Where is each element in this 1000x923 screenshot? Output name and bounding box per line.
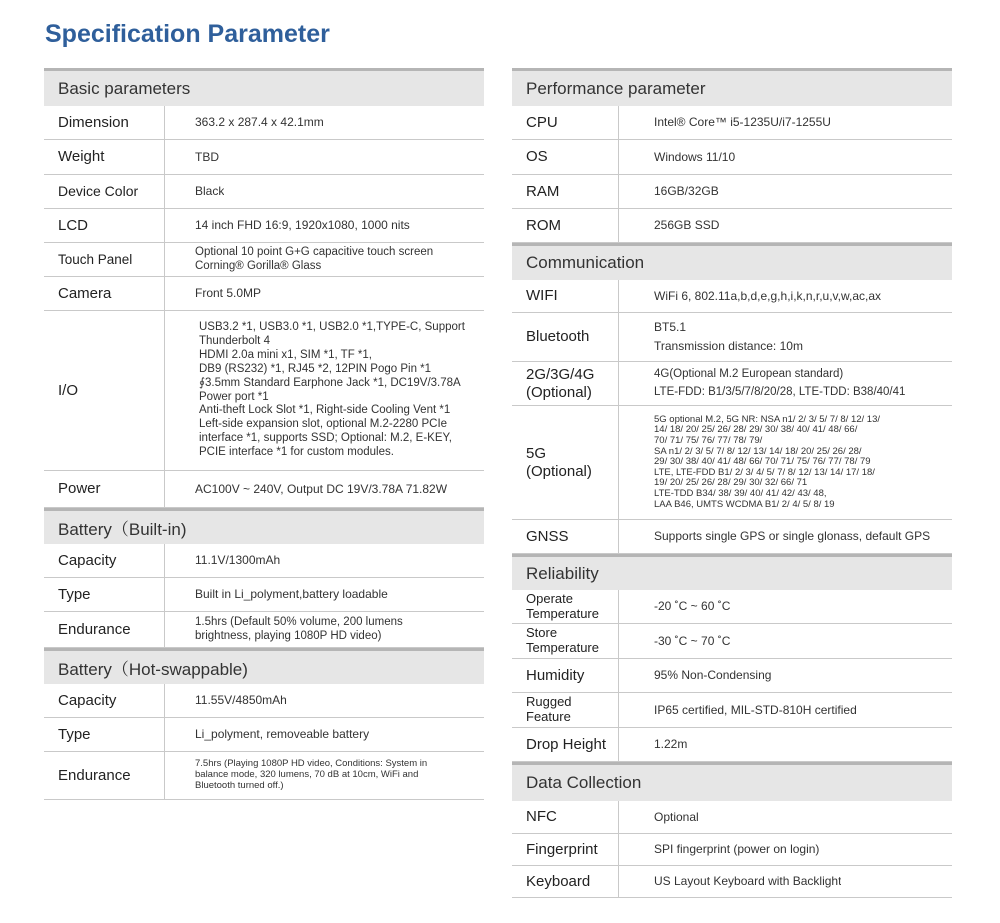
spec-value: Windows 11/10: [654, 149, 736, 164]
right-column: [512, 68, 952, 898]
section-header-data-collection: Data Collection: [512, 762, 952, 801]
value-line: brightness, playing 1080P HD video): [195, 629, 382, 642]
spec-row-camera: [44, 277, 484, 311]
section-header-communication: Communication: [512, 243, 952, 280]
spec-label: Keyboard: [512, 866, 619, 897]
spec-value: [165, 243, 433, 276]
spec-label: Capacity: [44, 544, 165, 577]
spec-row-endurance: [44, 752, 484, 800]
value-line: BT5.1: [654, 319, 687, 334]
spec-value: WiFi 6, 802.11a,b,d,e,g,h,i,k,n,r,u,v,w,ac,ax: [654, 288, 882, 303]
spec-row-capacity: [44, 684, 484, 718]
spec-row-rom: [512, 209, 952, 243]
spec-value: [165, 311, 465, 470]
spec-value: Supports single GPS or single glonass, default GPS: [654, 529, 931, 544]
spec-row-fingerprint: [512, 834, 952, 866]
value-line: DB9 (RS232) *1, RJ45 *2, 12PIN Pogo Pin *1: [199, 362, 432, 375]
value-line: Anti-theft Lock Slot *1, Right-side Cooling Vent *1: [199, 404, 451, 417]
spec-row-store-temperature: [512, 624, 952, 659]
spec-row-drop-height: [512, 728, 952, 762]
spec-label: Weight: [44, 140, 165, 174]
value-line: 29/ 30/ 38/ 40/ 41/ 48/ 66/ 70/ 71/ 75/ 76/ 77/ 78/ 79: [654, 456, 871, 468]
spec-row-weight: [44, 140, 484, 175]
spec-label: Rugged Feature: [512, 693, 619, 727]
spec-row-operate-temperature: [512, 590, 952, 624]
spec-value: [619, 362, 905, 405]
spec-value: 14 inch FHD 16:9, 1920x1080, 1000 nits: [195, 218, 410, 233]
value-line: Power port *1: [199, 390, 269, 403]
value-line: 4G(Optional M.2 European standard): [654, 367, 844, 380]
spec-value: Black: [195, 184, 225, 199]
spec-value: 256GB SSD: [654, 218, 720, 233]
spec-label: OS: [512, 140, 619, 174]
spec-row-capacity: [44, 544, 484, 578]
value-line: Transmission distance: 10m: [654, 339, 803, 353]
spec-value: IP65 certified, MIL-STD-810H certified: [654, 702, 857, 717]
spec-value: 16GB/32GB: [654, 184, 719, 199]
spec-value: -20 ˚C ~ 60 ˚C: [654, 599, 731, 614]
spec-value: 363.2 x 287.4 x 42.1mm: [195, 115, 324, 130]
spec-label: Humidity: [512, 659, 619, 692]
spec-row-bluetooth: [512, 313, 952, 362]
spec-label: Fingerprint: [512, 834, 619, 865]
spec-row-lcd: [44, 209, 484, 243]
spec-value: Li_polyment, removeable battery: [195, 727, 370, 742]
spec-label: Dimension: [44, 106, 165, 139]
spec-value: Intel® Core™ i5-1235U/i7-1255U: [654, 115, 831, 130]
spec-value: [165, 752, 427, 799]
spec-value: [619, 313, 803, 361]
spec-row-nfc: [512, 801, 952, 834]
spec-row-dimension: [44, 106, 484, 140]
spec-label: I/O: [44, 311, 165, 470]
spec-value: US Layout Keyboard with Backlight: [654, 874, 842, 889]
spec-label: WIFI: [512, 280, 619, 312]
spec-value: [165, 612, 403, 647]
value-line: SA n1/ 2/ 3/ 5/ 7/ 8/ 12/ 13/ 14/ 18/ 20/ 25/ 26/ 28/: [654, 445, 862, 457]
spec-value: 95% Non-Condensing: [654, 668, 772, 683]
spec-label: 2G/3G/4G (Optional): [512, 362, 619, 405]
spec-row-humidity: [512, 659, 952, 693]
value-line: LTE, LTE-FDD B1/ 2/ 3/ 4/ 5/ 7/ 8/ 12/ 13/ 14/ 17/ 18/: [654, 466, 875, 478]
value-line: Corning® Gorilla® Glass: [195, 259, 322, 272]
value-line: 1.5hrs (Default 50% volume, 200 lumens: [195, 615, 403, 628]
value-line: Thunderbolt 4: [199, 334, 270, 347]
section-header-reliability: Reliability: [512, 554, 952, 590]
spec-row-cellular: [512, 362, 952, 406]
spec-value: Optional: [654, 809, 699, 824]
spec-value: Front 5.0MP: [195, 286, 262, 301]
spec-row-io: [44, 311, 484, 471]
value-line: 19/ 20/ 25/ 26/ 28/ 29/ 30/ 32/ 66/ 71: [654, 477, 808, 489]
spec-value: AC100V ~ 240V, Output DC 19V/3.78A 71.82W: [195, 481, 448, 496]
spec-value: 11.1V/1300mAh: [195, 553, 281, 568]
spec-row-endurance: [44, 612, 484, 648]
value-line: LTE-FDD: B1/3/5/7/8/20/28, LTE-TDD: B38/40/41: [654, 385, 906, 398]
spec-label: GNSS: [512, 520, 619, 553]
spec-value: 11.55V/4850mAh: [195, 693, 287, 708]
value-line: PCIE interface *1 for custom modules.: [199, 446, 394, 459]
spec-label: Bluetooth: [512, 313, 619, 361]
spec-value: 1.22m: [654, 737, 688, 752]
spec-row-cpu: [512, 106, 952, 140]
spec-label: Power: [44, 471, 165, 507]
value-line: HDMI 2.0a mini x1, SIM *1, TF *1,: [199, 348, 372, 361]
spec-label: ROM: [512, 209, 619, 242]
spec-label: Device Color: [44, 175, 165, 208]
spec-row-power: [44, 471, 484, 508]
spec-label: CPU: [512, 106, 619, 139]
value-line: LTE-TDD B34/ 38/ 39/ 40/ 41/ 42/ 43/ 48,: [654, 488, 827, 500]
spec-value: [619, 406, 880, 519]
section-header-basic: Basic parameters: [44, 68, 484, 106]
spec-value: Built in Li_polyment,battery loadable: [195, 587, 388, 602]
spec-row-rugged-feature: [512, 693, 952, 728]
spec-label: 5G (Optional): [512, 406, 619, 519]
section-header-battery-hot: Battery（Hot-swappable): [44, 648, 484, 684]
spec-label: Operate Temperature: [512, 590, 619, 623]
spec-label: Type: [44, 578, 165, 611]
section-header-battery-builtin: Battery（Built-in): [44, 508, 484, 544]
spec-row-keyboard: [512, 866, 952, 898]
value-line: 7.5hrs (Playing 1080P HD video, Conditions: System in: [195, 758, 428, 770]
spec-label: Type: [44, 718, 165, 751]
spec-label: Touch Panel: [44, 243, 165, 276]
value-line: balance mode, 320 lumens, 70 dB at 10cm, WiFi and: [195, 769, 419, 781]
spec-row-touch-panel: [44, 243, 484, 277]
value-line: 5G optional M.2, 5G NR: NSA n1/ 2/ 3/ 5/ 7/ 8/ 12/ 13/: [654, 413, 881, 425]
value-line: interface *1, supports SSD; Optional: M.2, E-KEY,: [199, 432, 452, 445]
spec-label: NFC: [512, 801, 619, 833]
page-title: Specification Parameter: [45, 20, 330, 48]
spec-value: SPI fingerprint (power on login): [654, 842, 820, 857]
spec-label: Drop Height: [512, 728, 619, 761]
spec-value: -30 ˚C ~ 70 ˚C: [654, 633, 731, 648]
spec-row-os: [512, 140, 952, 175]
value-line: Bluetooth turned off.): [195, 779, 284, 791]
value-line: Left-side expansion slot, optional M.2-2280 PCIe: [199, 418, 448, 431]
spec-label: LCD: [44, 209, 165, 242]
spec-row-type: [44, 718, 484, 752]
spec-row-device-color: [44, 175, 484, 209]
value-line: 14/ 18/ 20/ 25/ 26/ 28/ 29/ 30/ 38/ 40/ 41/ 48/ 66/: [654, 424, 858, 436]
spec-value: TBD: [195, 149, 219, 164]
left-column: [44, 68, 484, 800]
value-line: USB3.2 *1, USB3.0 *1, USB2.0 *1,TYPE-C, Support: [199, 320, 465, 333]
value-line: Optional 10 point G+G capacitive touch screen: [195, 245, 434, 258]
value-line: LAA B46, UMTS WCDMA B1/ 2/ 4/ 5/ 8/ 19: [654, 498, 835, 510]
section-header-performance: Performance parameter: [512, 68, 952, 106]
spec-row-ram: [512, 175, 952, 209]
spec-row-gnss: [512, 520, 952, 554]
spec-label: Endurance: [44, 752, 165, 799]
value-line: 70/ 71/ 75/ 76/ 77/ 78/ 79/: [654, 434, 763, 446]
spec-label: Endurance: [44, 612, 165, 647]
value-line: ∮3.5mm Standard Earphone Jack *1, DC19V/3.78A: [199, 376, 461, 389]
spec-label: Camera: [44, 277, 165, 310]
spec-label: RAM: [512, 175, 619, 208]
spec-label: Capacity: [44, 684, 165, 717]
spec-row-type: [44, 578, 484, 612]
spec-label: Store Temperature: [512, 624, 619, 658]
spec-row-5g: [512, 406, 952, 520]
spec-row-wifi: [512, 280, 952, 313]
